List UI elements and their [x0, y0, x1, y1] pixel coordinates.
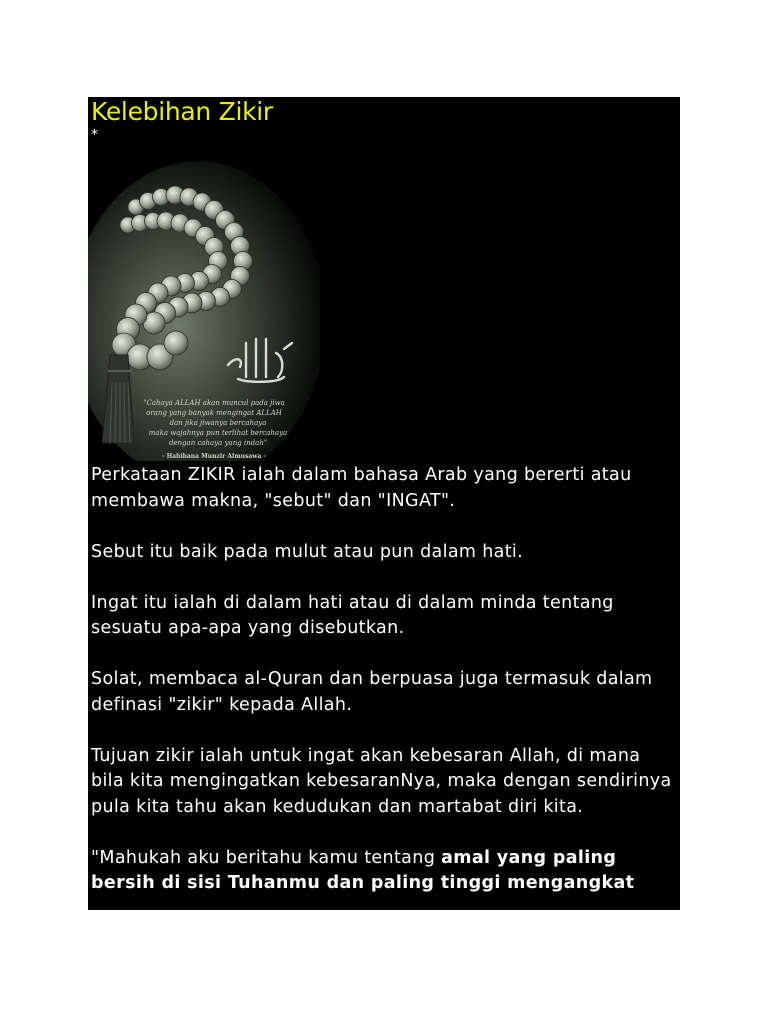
document-page: [88, 97, 680, 910]
paragraph: [91, 846, 679, 897]
quote-line: dan jika jiwanya bercahaya: [169, 419, 267, 427]
quote-line: dengan cahaya yang indah": [168, 439, 268, 447]
paragraph: Ingat itu ialah di dalam hati atau di dalam minda tentang sesuatu apa-apa yang disebutkan.: [91, 592, 614, 638]
document-title: Kelebihan Zikir: [91, 97, 273, 126]
quote-author: - Habibana Munzir Almusawa -: [162, 453, 266, 460]
paragraph: Solat, membaca al-Quran dan berpuasa juga termasuk dalam definasi "zikir" kepada Allah.: [91, 669, 653, 715]
paragraph: Tujuan zikir ialah untuk ingat akan kebesaran Allah, di mana bila kita mengingatkan kebesaranNya, maka dengan sendirinya pula kita tahu akan kedudukan dan martabat diri kita.: [91, 745, 672, 817]
paragraph-text: "Mahukah aku beritahu kamu tentang: [91, 847, 442, 868]
asterisk: *: [91, 127, 98, 143]
paragraph-bold-text: amal yang paling bersih di sisi Tuhanmu dan paling tinggi mengangkat: [91, 847, 635, 893]
paragraph: Perkataan ZIKIR ialah dalam bahasa Arab yang bererti atau membawa makna, "sebut" dan "INGAT".: [91, 465, 632, 511]
quote-line: orang yang banyak mengingat ALLAH: [146, 409, 282, 417]
paragraph: Sebut itu baik pada mulut atau pun dalam hati.: [91, 541, 524, 562]
quote-line: "Cahaya ALLAH akan muncul pada jiwa: [143, 399, 285, 407]
quote-line: maka wajahnya pun terlihat bercahaya: [148, 429, 288, 437]
prayer-beads-image: [88, 143, 320, 461]
article-body: [91, 463, 679, 910]
